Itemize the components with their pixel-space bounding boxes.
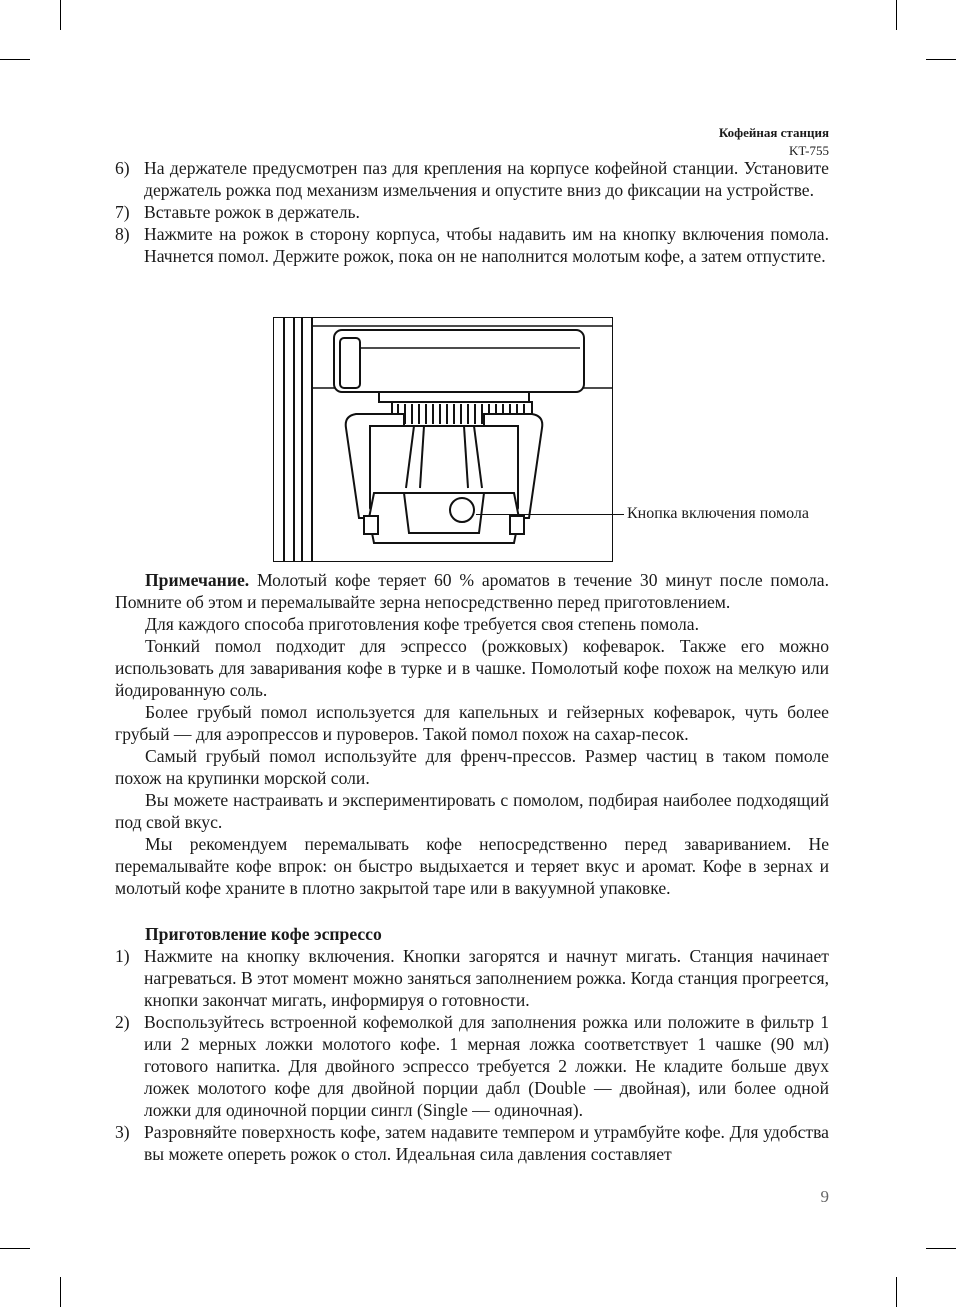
list-number: 7) [115, 202, 130, 222]
list-item [115, 945, 829, 1011]
list-text: Разровняйте поверхность кофе, затем надавите темпером и утрамбуйте кофе. Для удобства вы можете опереть рожок о стол. Идеальная сила давления составляет [144, 1122, 829, 1164]
paragraph: Тонкий помол подходит для эспрессо (рожковых) кофеварок. Также его можно использовать для заваривания кофе в турке и в чашке. Помолотый кофе похож на мелкую или йодированную соль. [115, 636, 829, 700]
list-number: 3) [115, 1122, 130, 1142]
paragraph: Для каждого способа приготовления кофе требуется своя степень помола. [145, 614, 699, 634]
paragraph: Более грубый помол используется для капельных и гейзерных кофеварок, чуть более грубый — для аэропрессов и пуроверов. Такой помол похож на сахар-песок. [115, 702, 829, 744]
crop-mark [60, 1277, 61, 1307]
list-item [115, 1011, 829, 1121]
list-text: На держателе предусмотрен паз для крепления на корпусе кофейной станции. Установите держатель рожка под механизм измельчения и опустите вниз до фиксации на устройстве. [144, 158, 829, 200]
text-body [115, 569, 829, 899]
section-espresso [115, 923, 829, 1165]
note-text: Молотый кофе теряет 60 % ароматов в течение 30 минут после помола. Помните об этом и перемалывайте зерна непосредственно перед приготовлением. [115, 570, 829, 612]
paragraph: Вы можете настраивать и экспериментировать с помолом, подбирая наиболее подходящий под свой вкус. [115, 790, 829, 832]
list-text: Воспользуйтесь встроенной кофемолкой для заполнения рожка или положите в фильтр 1 или 2 мерных ложки молотого кофе. 1 мерная ложка соответствует 1 чашке (90 мл) готового напитка. Для двойного эспрессо требуется 2 ложки. Не кладите больше двух ложек молотого кофе для двойной порции дабл (Double — двойная), или более одной ложки для одиночной порции сингл (Single — одиночная). [144, 1012, 829, 1120]
list-text: Вставьте рожок в держатель. [144, 202, 360, 222]
header-title: Кофейная станция [718, 125, 829, 140]
crop-mark [926, 1248, 956, 1249]
list-item [115, 223, 829, 267]
list-number: 8) [115, 224, 130, 244]
header-model: KT-755 [789, 143, 829, 158]
list-item [115, 1121, 829, 1165]
list-item [115, 201, 829, 223]
list-number: 6) [115, 158, 130, 178]
crop-mark [926, 59, 956, 60]
list-text: Нажмите на кнопку включения. Кнопки загорятся и начнут мигать. Станция начинает нагреваться. В этот момент можно заняться заполнением рожка. Когда станция прогреется, кнопки закончат мигать, информируя о готовности. [144, 946, 829, 1010]
crop-mark [0, 59, 30, 60]
list-number: 1) [115, 946, 130, 966]
crop-mark [896, 1277, 897, 1307]
crop-mark [60, 0, 61, 30]
grinder-illustration [273, 317, 613, 562]
list-item [115, 157, 829, 201]
crop-mark [896, 0, 897, 30]
paragraph: Самый грубый помол используйте для френч-прессов. Размер частиц в таком помоле похож на крупинки морской соли. [115, 746, 829, 788]
crop-mark [0, 1248, 30, 1249]
page-number: 9 [820, 1187, 829, 1206]
list-number: 2) [115, 1012, 130, 1032]
callout-line [476, 514, 624, 515]
figure-label: Кнопка включения помола [627, 505, 809, 522]
page-header [719, 124, 829, 160]
list-top [115, 157, 829, 267]
note-paragraph [115, 569, 829, 613]
paragraph: Мы рекомендуем перемалывать кофе непосредственно перед завариванием. Не перемалывайте кофе впрок: он быстро выдыхается и теряет вкус и аромат. Кофе в зернах и молотый кофе храните в плотно закрытой таре или в вакуумной упаковке. [115, 834, 829, 898]
section-heading: Приготовление кофе эспрессо [145, 924, 382, 944]
note-label: Примечание. [145, 570, 250, 590]
list-text: Нажмите на рожок в сторону корпуса, чтобы надавить им на кнопку включения помола. Начнется помол. Держите рожок, пока он не наполнится молотым кофе, а затем отпустите. [144, 224, 829, 266]
